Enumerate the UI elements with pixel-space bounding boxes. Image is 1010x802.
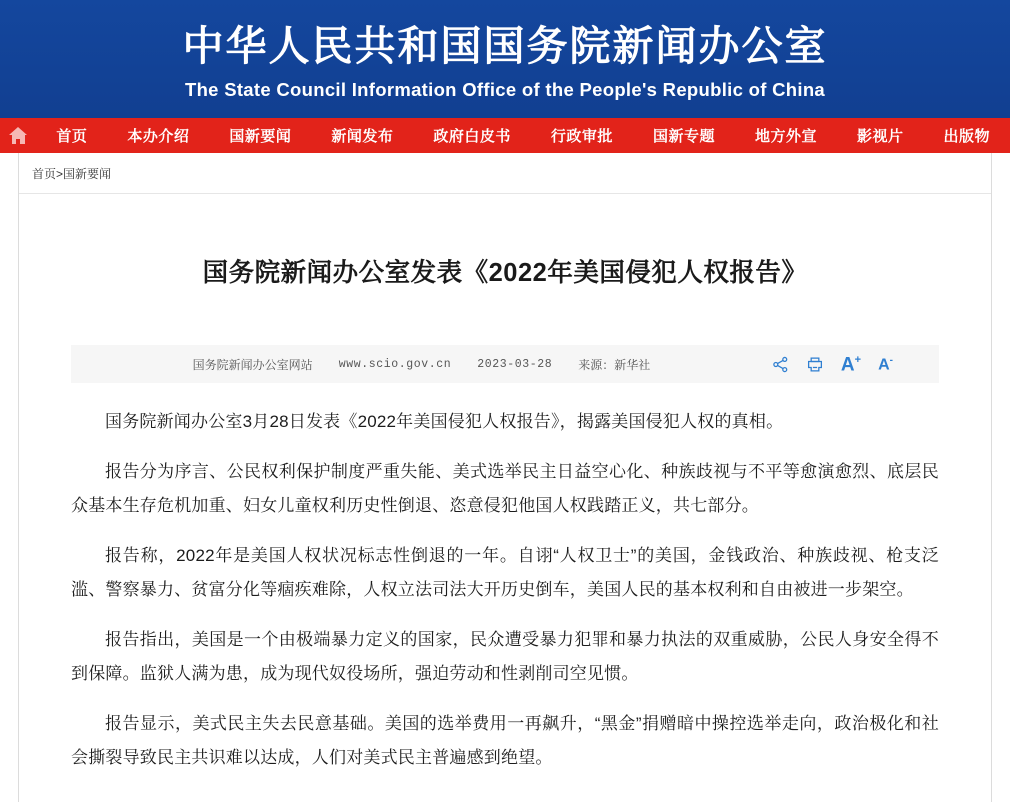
meta-source: 来源：新华社 [578,357,651,372]
article-paragraph: 报告分为序言、公民权利保护制度严重失能、美式选举民主日益空心化、种族歧视与不平等愈演愈烈、底层民众基本生存危机加重、妇女儿童权利历史性倒退、恣意侵犯他国人权践踏正义，共七部分。 [71,461,939,516]
nav-item-xinwenfabu[interactable]: 新闻发布 [331,128,394,145]
font-decrease-button[interactable]: A- [878,354,893,374]
nav-item-list [36,118,1010,153]
main-navigation [0,118,1010,153]
house-icon [9,127,28,144]
site-masthead [0,0,1010,118]
nav-item-difangwaixuan[interactable]: 地方外宣 [754,128,817,145]
meta-domain: www.scio.gov.cn [338,357,452,371]
article-body [71,383,939,801]
breadcrumb-home[interactable]: 首页 [32,167,57,181]
article-tools [772,355,919,374]
meta-date: 2023-03-28 [477,357,553,371]
article [19,211,991,801]
article-paragraph: 报告显示，美式民主失去民意基础。美国的选举费用一再飙升，“黑金”捐赠暗中操控选举走向，政治极化和社会撕裂导致民主共识难以达成，人们对美式民主普遍感到绝望。 [71,713,939,768]
article-paragraph: 国务院新闻办公室3月28日发表《2022年美国侵犯人权报告》，揭露美国侵犯人权的真相。 [105,412,784,432]
breadcrumb-separator: > [56,167,64,181]
breadcrumb-current[interactable]: 国新要闻 [63,167,112,181]
article-meta-info [71,356,772,373]
page-title: 国务院新闻办公室发表《2022年美国侵犯人权报告》 [202,259,808,288]
nav-item-yingshipian[interactable]: 影视片 [856,128,904,145]
nav-item-benbanjieshao[interactable]: 本办介绍 [127,128,190,145]
breadcrumb [19,153,991,194]
share-icon[interactable] [772,356,789,373]
site-title-en: The State Council Information Office of the People's Republic of China [184,79,826,101]
article-meta-bar [71,345,939,383]
meta-bar-edge [919,345,933,383]
article-paragraph: 报告指出，美国是一个由极端暴力定义的国家，民众遭受暴力犯罪和暴力执法的双重威胁，公民人身安全得不到保障。监狱人满为患，成为现代奴役场所，强迫劳动和性剥削司空见惯。 [71,629,939,684]
nav-item-guoxinzhuanti[interactable]: 国新专题 [652,128,715,145]
nav-item-xingzhengshenpi[interactable]: 行政审批 [550,128,613,145]
nav-item-chubanwu[interactable]: 出版物 [943,128,990,145]
nav-item-zhengfubaipishu[interactable]: 政府白皮书 [433,128,511,145]
meta-site-name: 国务院新闻办公室网站 [192,357,313,372]
nav-item-shouye[interactable]: 首页 [56,128,88,145]
content-frame [18,153,992,802]
site-title-cn: 中华人民共和国国务院新闻办公室 [182,22,828,69]
font-increase-button[interactable]: A+ [840,353,862,376]
nav-item-guoxinyaowen[interactable]: 国新要闻 [229,128,292,145]
article-paragraph: 报告称，2022年是美国人权状况标志性倒退的一年。自诩“人权卫士”的美国，金钱政治、种族歧视、枪支泛滥、警察暴力、贫富分化等痼疾难除，人权立法司法大开历史倒车，美国人民的基本权利和自由被进一步架空。 [71,545,939,600]
print-icon[interactable] [806,356,824,373]
home-icon[interactable] [0,118,36,153]
